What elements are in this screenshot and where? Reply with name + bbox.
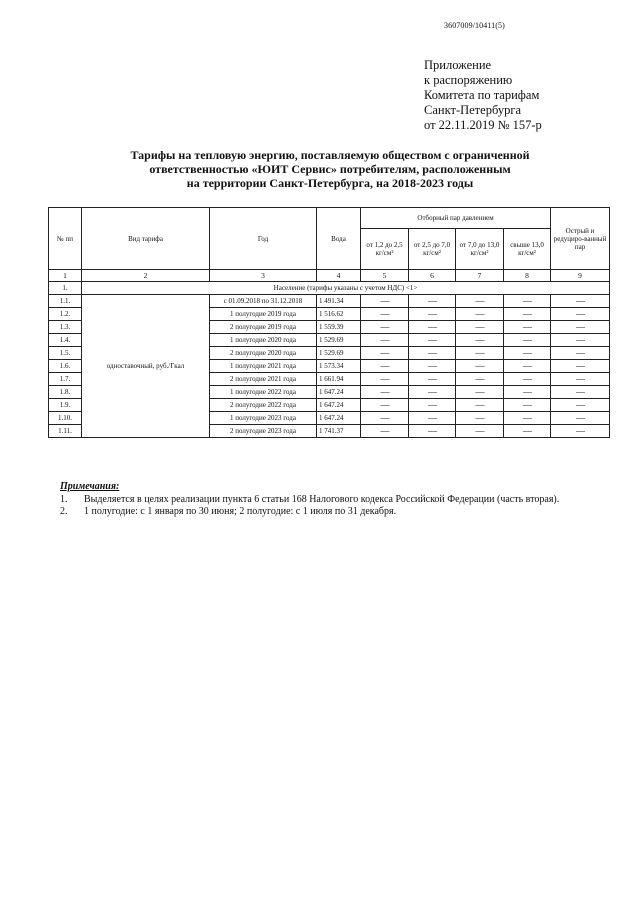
header-steam-1: от 1,2 до 2,5 кг/см² [361,229,409,270]
row-empty-dash: — [551,360,610,373]
row-empty-dash: — [361,321,409,334]
row-empty-dash: — [409,308,456,321]
row-num: 1.6. [49,360,82,373]
row-period: 1 полугодие 2023 года [210,412,317,425]
row-empty-dash: — [361,373,409,386]
row-water-value: 1 491.34 [317,295,361,308]
row-num: 1.9. [49,399,82,412]
title-line: Тарифы на тепловую энергию, поставляемую обществом с ограниченной [130,148,530,162]
row-period: 2 полугодие 2023 года [210,425,317,438]
row-num: 1.10. [49,412,82,425]
row-empty-dash: — [361,360,409,373]
row-empty-dash: — [551,321,610,334]
header-year: Год [210,208,317,270]
row-empty-dash: — [409,321,456,334]
row-empty-dash: — [551,386,610,399]
row-empty-dash: — [409,425,456,438]
row-empty-dash: — [456,308,504,321]
document-title [100,148,560,190]
row-empty-dash: — [456,373,504,386]
row-num: 1.8. [49,386,82,399]
col-number: 3 [210,270,317,282]
row-empty-dash: — [409,295,456,308]
row-empty-dash: — [456,386,504,399]
row-empty-dash: — [456,347,504,360]
row-empty-dash: — [456,360,504,373]
title-line: на территории Санкт-Петербурга, на 2018-2023 годы [186,176,474,190]
row-empty-dash: — [456,321,504,334]
row-period: 2 полугодие 2021 года [210,373,317,386]
row-period: 1 полугодие 2019 года [210,308,317,321]
row-empty-dash: — [409,373,456,386]
row-period: с 01.09.2018 по 31.12.2018 [210,295,317,308]
row-empty-dash: — [504,412,551,425]
row-num: 1.2. [49,308,82,321]
row-period: 2 полугодие 2019 года [210,321,317,334]
header-tariff-type: Вид тарифа [82,208,210,270]
row-empty-dash: — [361,308,409,321]
row-water-value: 1 516.62 [317,308,361,321]
tariff-type-cell: одноставочный, руб./Гкал [82,295,210,438]
row-empty-dash: — [504,425,551,438]
appendix-line: Санкт-Петербурга [424,103,522,117]
row-water-value: 1 647.24 [317,399,361,412]
row-water-value: 1 741.37 [317,425,361,438]
row-empty-dash: — [361,425,409,438]
row-empty-dash: — [504,321,551,334]
row-period: 1 полугодие 2022 года [210,386,317,399]
appendix-line: от 22.11.2019 № 157-р [424,118,542,132]
row-period: 1 полугодие 2021 года [210,360,317,373]
col-number: 1 [49,270,82,282]
row-water-value: 1 647.24 [317,412,361,425]
header-num: № пп [49,208,82,270]
row-empty-dash: — [551,308,610,321]
header-reduced-steam: Острый и редуциро-ванный пар [551,208,610,270]
row-empty-dash: — [409,399,456,412]
row-period: 2 полугодие 2020 года [210,347,317,360]
row-empty-dash: — [409,334,456,347]
col-number: 9 [551,270,610,282]
header-steam-4: свыше 13,0 кг/см² [504,229,551,270]
row-empty-dash: — [504,308,551,321]
row-water-value: 1 529.69 [317,347,361,360]
row-empty-dash: — [456,425,504,438]
row-empty-dash: — [551,412,610,425]
row-empty-dash: — [361,295,409,308]
row-water-value: 1 559.39 [317,321,361,334]
row-period: 2 полугодие 2022 года [210,399,317,412]
document-number: 3607009/10411(5) [444,21,505,30]
row-empty-dash: — [361,347,409,360]
row-num: 1.3. [49,321,82,334]
group-row [49,282,610,295]
row-empty-dash: — [551,347,610,360]
row-empty-dash: — [504,386,551,399]
header-steam-group: Отборный пар давлением [361,208,551,229]
notes-block [60,481,559,518]
row-empty-dash: — [409,412,456,425]
row-period: 1 полугодие 2020 года [210,334,317,347]
row-empty-dash: — [409,360,456,373]
appendix-line: Приложение [424,58,492,72]
row-empty-dash: — [504,347,551,360]
note-text: Выделяется в целях реализации пункта 6 статьи 168 Налогового кодекса Российской Федерации (часть вторая). [84,494,560,505]
note-item [60,494,559,506]
row-empty-dash: — [551,399,610,412]
col-number: 8 [504,270,551,282]
row-num: 1.5. [49,347,82,360]
row-empty-dash: — [409,386,456,399]
note-number: 1. [60,494,68,505]
row-empty-dash: — [551,295,610,308]
row-num: 1.1. [49,295,82,308]
col-number: 6 [409,270,456,282]
row-water-value: 1 647.24 [317,386,361,399]
col-number: 5 [361,270,409,282]
header-water: Вода [317,208,361,270]
row-empty-dash: — [361,412,409,425]
notes-heading: Примечания: [60,481,120,492]
col-number: 4 [317,270,361,282]
note-text: 1 полугодие: с 1 января по 30 июня; 2 полугодие: с 1 июля по 31 декабря. [84,506,397,517]
col-number: 7 [456,270,504,282]
column-number-row [49,270,610,282]
row-water-value: 1 661.94 [317,373,361,386]
row-empty-dash: — [504,399,551,412]
row-empty-dash: — [551,425,610,438]
row-num: 1.4. [49,334,82,347]
group-label: Население (тарифы указаны с учетом НДС) <1> [82,282,610,295]
row-empty-dash: — [456,412,504,425]
appendix-block [424,58,542,133]
appendix-line: Комитета по тарифам [424,88,540,102]
title-line: ответственностью «ЮИТ Сервис» потребителям, расположенным [149,162,511,176]
row-num: 1.11. [49,425,82,438]
row-water-value: 1 529.69 [317,334,361,347]
row-empty-dash: — [456,295,504,308]
row-empty-dash: — [504,373,551,386]
note-number: 2. [60,506,68,517]
row-empty-dash: — [456,334,504,347]
appendix-line: к распоряжению [424,73,513,87]
row-empty-dash: — [361,399,409,412]
tariff-table [48,207,610,438]
table-row [49,295,610,308]
row-empty-dash: — [504,295,551,308]
header-steam-3: от 7,0 до 13,0 кг/см² [456,229,504,270]
row-empty-dash: — [504,360,551,373]
row-empty-dash: — [361,334,409,347]
row-empty-dash: — [456,399,504,412]
row-num: 1.7. [49,373,82,386]
header-steam-2: от 2,5 до 7,0 кг/см² [409,229,456,270]
row-water-value: 1 573.34 [317,360,361,373]
row-empty-dash: — [504,334,551,347]
note-item [60,506,559,518]
group-num: 1. [49,282,82,295]
row-empty-dash: — [551,334,610,347]
row-empty-dash: — [361,386,409,399]
col-number: 2 [82,270,210,282]
row-empty-dash: — [409,347,456,360]
row-empty-dash: — [551,373,610,386]
